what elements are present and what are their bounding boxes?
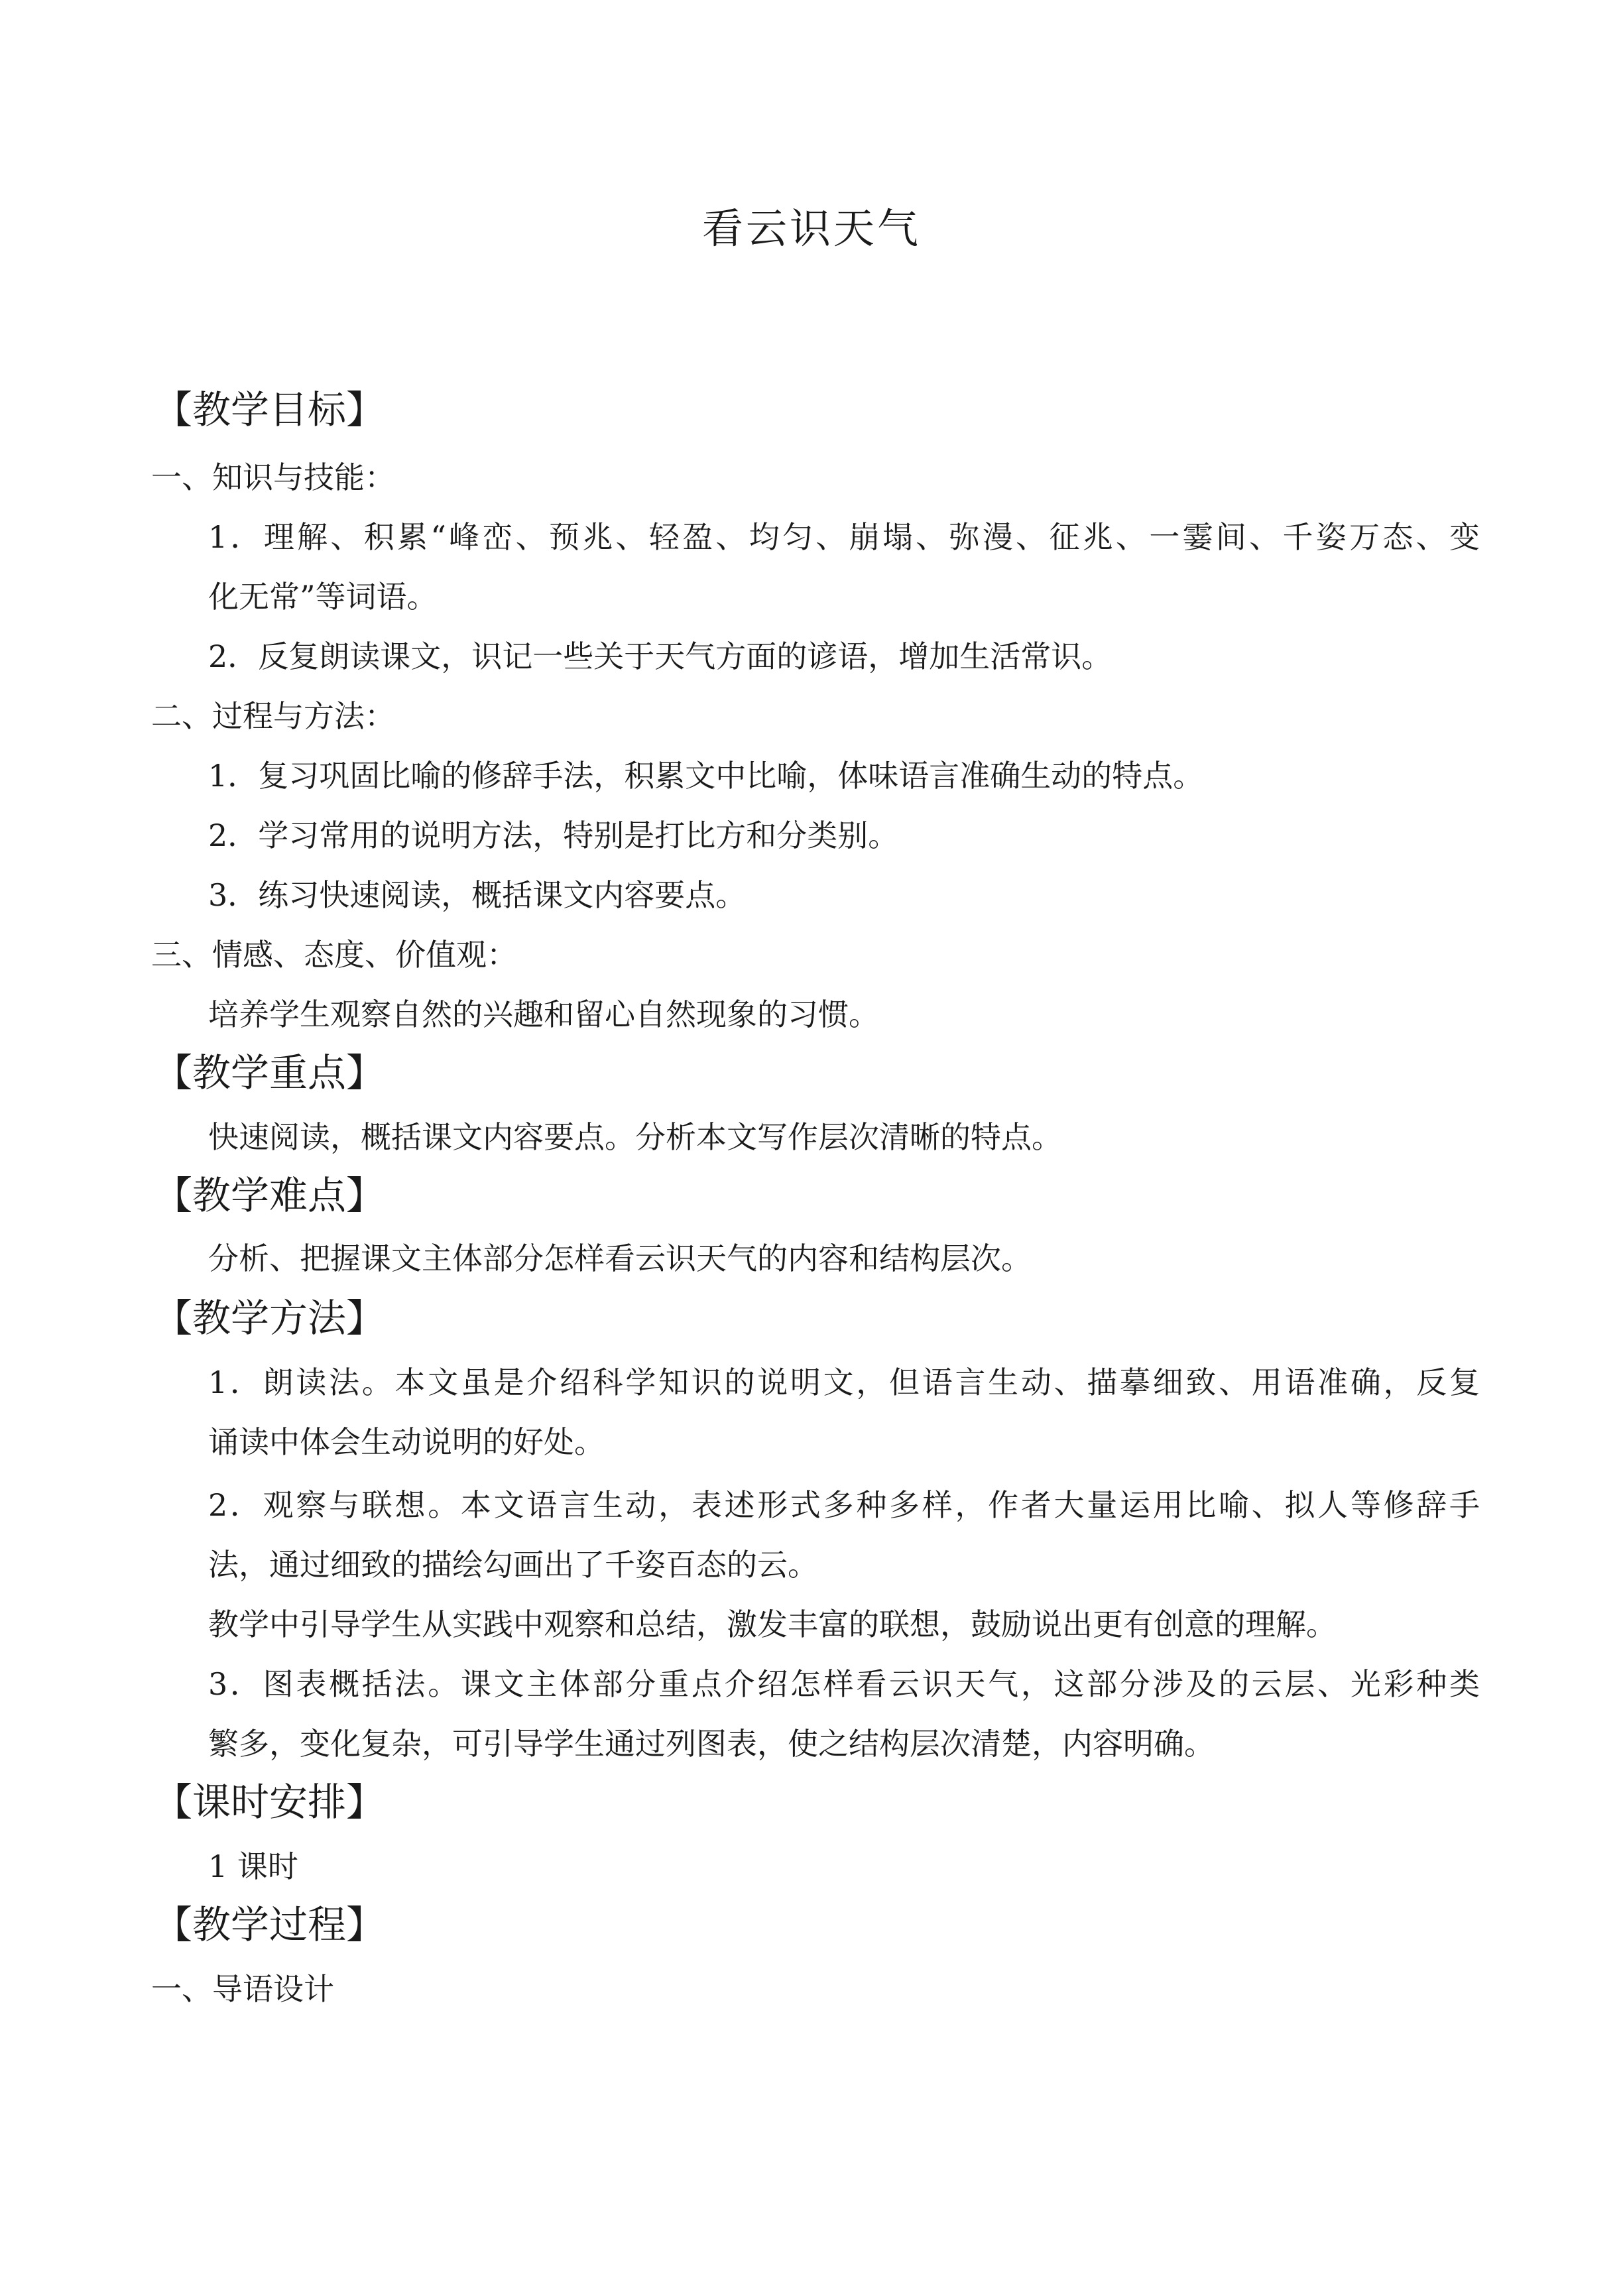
methods-item1-line2: 诵读中体会生动说明的好处。	[208, 1424, 605, 1460]
process-heading: 【教学过程】	[154, 1902, 385, 1947]
difficulties-heading: 【教学难点】	[154, 1173, 385, 1218]
methods-item3-line2: 繁多，变化复杂，可引导学生通过列图表，使之结构层次清楚，内容明确。	[208, 1726, 1215, 1762]
schedule-text: 1 课时	[208, 1848, 298, 1884]
key-points-heading: 【教学重点】	[154, 1050, 385, 1095]
objectives-part1-item2: 2．反复朗读课文，识记一些关于天气方面的谚语，增加生活常识。	[208, 638, 1112, 674]
page-title: 看云识天气	[701, 204, 921, 253]
objectives-part2-item1: 1．复习巩固比喻的修辞手法，积累文中比喻，体味语言准确生动的特点。	[208, 758, 1204, 794]
objectives-part1-item1-line2: 化无常”等词语。	[208, 579, 438, 615]
methods-item3-line1: 3．图表概括法。课文主体部分重点介绍怎样看云识天气，这部分涉及的云层、光彩种类	[208, 1666, 1480, 1702]
methods-heading: 【教学方法】	[154, 1296, 385, 1341]
key-points-text: 快速阅读，概括课文内容要点。分析本文写作层次清晰的特点。	[208, 1119, 1062, 1155]
methods-item2-line2: 法，通过细致的描绘勾画出了千姿百态的云。	[208, 1547, 818, 1583]
objectives-part1-label: 一、知识与技能：	[151, 459, 395, 495]
difficulties-text: 分析、把握课文主体部分怎样看云识天气的内容和结构层次。	[208, 1240, 1032, 1276]
methods-item1-line1: 1．朗读法。本文虽是介绍科学知识的说明文，但语言生动、描摹细致、用语准确，反复	[208, 1364, 1480, 1400]
methods-item2-line1: 2．观察与联想。本文语言生动，表述形式多种多样，作者大量运用比喻、拟人等修辞手	[208, 1487, 1480, 1523]
objectives-part3-text: 培养学生观察自然的兴趣和留心自然现象的习惯。	[208, 997, 879, 1032]
methods-item2-line3: 教学中引导学生从实践中观察和总结，激发丰富的联想，鼓励说出更有创意的理解。	[208, 1606, 1337, 1642]
objectives-part2-label: 二、过程与方法：	[151, 698, 395, 734]
objectives-part2-item3: 3．练习快速阅读，概括课文内容要点。	[208, 877, 747, 913]
objectives-part2-item2: 2．学习常用的说明方法，特别是打比方和分类别。	[208, 817, 899, 853]
objectives-part3-label: 三、情感、态度、价值观：	[151, 937, 517, 973]
process-part1-label: 一、导语设计	[151, 1971, 334, 2007]
objectives-part1-item1-line1: 1．理解、积累“峰峦、预兆、轻盈、均匀、崩塌、弥漫、征兆、一霎间、千姿万态、变	[208, 519, 1480, 555]
objectives-heading: 【教学目标】	[154, 387, 385, 432]
schedule-heading: 【课时安排】	[154, 1780, 385, 1825]
